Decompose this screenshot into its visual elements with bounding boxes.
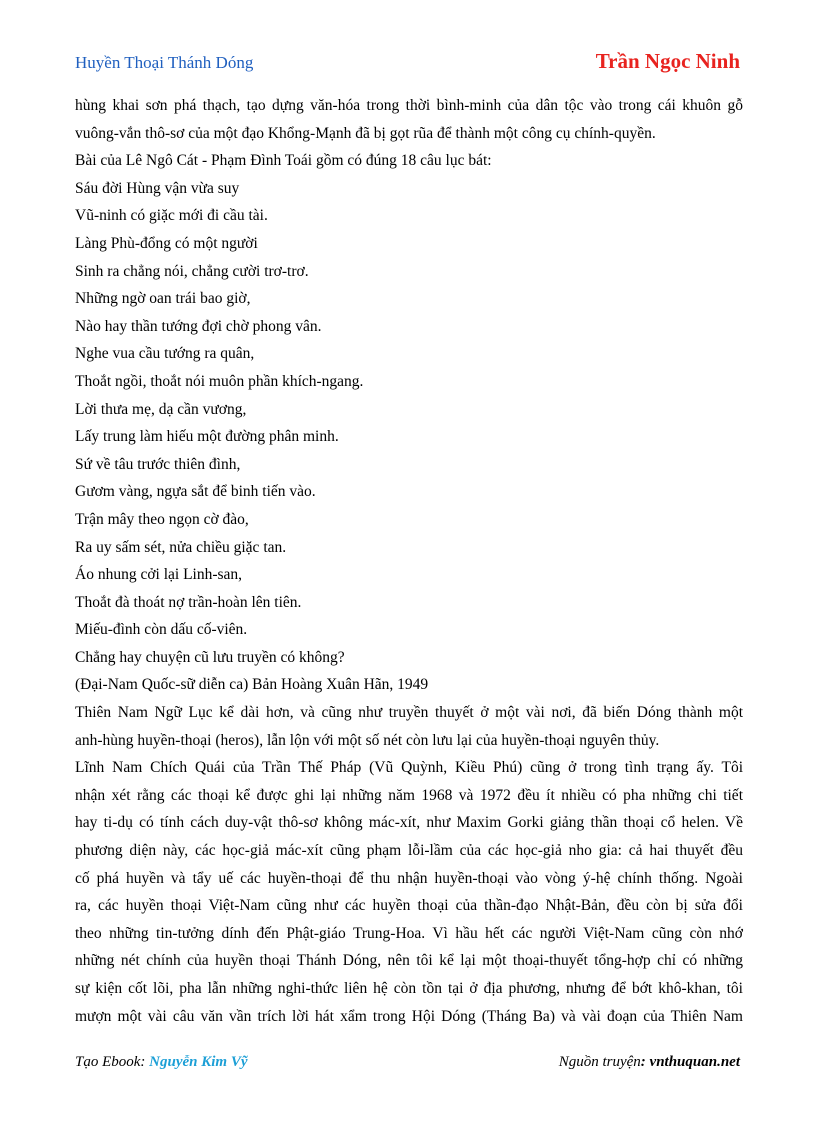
source-label: Nguồn truyện [558,1054,641,1070]
text-line: hùng khai sơn phá thạch, tạo dựng văn-hóa trong thời bình-minh của dân tộc vào trong cái khuôn gỗ [75,97,743,114]
ebook-label: Tạo Ebook [75,1054,141,1070]
ebook-credit [75,1054,248,1071]
text-line: vuông-vắn thô-sơ của một đạo Khổng-Mạnh đã bị gọt rũa để thành một công cụ chính-quyền. [75,124,656,142]
poem-line: Chẳng hay chuyện cũ lưu truyền có không? [75,648,345,666]
poem-line: Áo nhung cởi lại Linh-san, [75,566,243,584]
source-site-link[interactable]: vnthuquan.net [649,1054,740,1070]
text-line: ra, các huyền thoại Việt-Nam cũng như các huyền thoại của thần-đạo Nhật-Bản, đều còn bị sửa đổi [75,897,743,915]
poem-line: Nghe vua cầu tướng ra quân, [75,345,255,363]
ebook-separator: : [140,1054,150,1070]
text-line: nhận xét rằng các thoại kể được ghi lại những năm 1968 và 1972 đều ít nhiều có pha những chi tiết [75,786,743,804]
poem-line: Trận mây theo ngọn cờ đào, [75,510,249,528]
page-footer [75,1054,740,1076]
poem-citation: (Đại-Nam Quốc-sữ diễn ca) Bản Hoàng Xuân Hãn, 1949 [75,676,429,694]
poem-line: Lời thưa mẹ, dạ cần vương, [75,400,247,418]
text-line: Bài của Lê Ngô Cát - Phạm Đình Toái gồm có đúng 18 câu lục bát: [75,152,492,170]
poem-line: Sứ về tâu trước thiên đình, [75,455,241,473]
poem-line: Lấy trung làm hiếu một đường phân minh. [75,428,339,446]
text-line: cố phá huyền và tẩy uế các huyền-thoại để thu nhận huyền-thoại vào vòng ý-hệ chính thống. Ngoài [75,869,743,887]
book-title: Huyền Thoại Thánh Dóng [75,53,254,72]
poem-line: Gươm vàng, ngựa sắt để binh tiến vào. [75,483,316,501]
source-credit [559,1054,740,1071]
poem-line: Làng Phù-đổng có một người [75,234,258,252]
text-line: theo những tin-tưởng dính đến Phật-giáo Trung-Hoa. Vì hầu hết các người Việt-Nam cũng còn nhớ [75,924,743,942]
poem-line: Ra uy sấm sét, nửa chiều giặc tan. [75,538,287,556]
author-name: Trần Ngọc Ninh [595,49,740,73]
ebook-creator-link[interactable]: Nguyễn Kim Vỹ [149,1054,248,1070]
text-line: Thiên Nam Ngữ Lục kể dài hơn, và cũng như truyền thuyết ở một vài nơi, đã biến Dóng thành một [75,704,743,722]
text-line: sự kiện cốt lõi, pha lẫn những nghi-thức liên hệ còn tồn tại ở địa phương, nhưng để bớt khô-khan, tôi [75,980,743,997]
poem-line: Thoắt ngồi, thoắt nói muôn phần khích-ngang. [75,372,364,390]
poem-line: Sinh ra chẳng nói, chẳng cười trơ-trơ. [75,262,309,280]
poem-line: Vũ-ninh có giặc mới đi cầu tài. [75,207,268,225]
poem-line: Thoắt đà thoát nợ trần-hoàn lên tiên. [75,593,302,611]
text-line: những nét chính của huyền thoại Thánh Dóng, nên tôi kể lại một thoại-thuyết tổng-hợp chỉ có những [75,952,743,970]
text-line: anh-hùng huyền-thoại (heros), lẫn lộn với một số nét còn lưu lại của huyền-thoại nguyên thủy. [75,731,660,749]
source-separator: : [640,1054,650,1070]
poem-line: Nào hay thần tướng đợi chờ phong vân. [75,317,322,335]
poem-line: Những ngờ oan trái bao giờ, [75,290,251,308]
poem-line: Sáu đời Hùng vận vừa suy [75,179,240,197]
text-line: phương diện này, các học-giả mác-xít cũng phạm lỗi-lầm của các học-giả nho gia: cả hai thuyết đều [75,842,743,860]
page-body [75,92,743,1030]
poem-line: Miếu-đình còn dấu cố-viên. [75,621,248,639]
page-header [75,50,740,78]
text-line: mượn một vài câu văn vần trích lời hát xẩm trong Hội Dóng (Tháng Ba) và vài đoạn của Thiên Nam [75,1007,743,1025]
text-line: hay ti-dụ có tính cách duy-vật thô-sơ không mác-xít, như Maxim Gorki giảng thần thoại cổ helen. Về [75,814,743,832]
text-line: Lĩnh Nam Chích Quái của Trần Thế Pháp (Vũ Quỳnh, Kiều Phú) cũng ở trong tình trạng ấy. Tôi [75,759,743,777]
